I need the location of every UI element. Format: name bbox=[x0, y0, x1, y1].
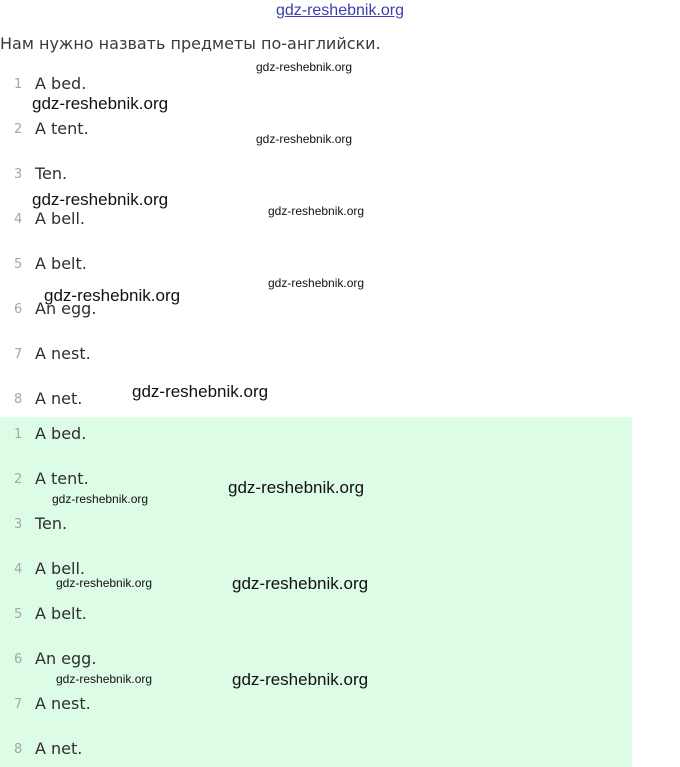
watermark: gdz-reshebnik.org bbox=[228, 478, 365, 497]
item-number: 4 bbox=[14, 212, 23, 227]
item-text: Ten. bbox=[35, 164, 68, 183]
watermark: gdz-reshebnik.org bbox=[56, 576, 153, 590]
intro-text: Нам нужно назвать предметы по-английски. bbox=[0, 34, 381, 53]
item-text: A bell. bbox=[35, 209, 86, 228]
item-number: 8 bbox=[14, 392, 23, 407]
item-number: 2 bbox=[14, 122, 23, 137]
item-number: 8 bbox=[14, 742, 23, 757]
list-item bbox=[0, 342, 400, 372]
item-number: 3 bbox=[14, 167, 23, 182]
item-text: An egg. bbox=[35, 649, 97, 668]
item-text: A tent. bbox=[35, 119, 89, 138]
item-text: A net. bbox=[35, 389, 83, 408]
item-number: 4 bbox=[14, 562, 23, 577]
list-item bbox=[0, 162, 400, 192]
item-text: A bell. bbox=[35, 559, 86, 578]
watermark: gdz-reshebnik.org bbox=[256, 60, 353, 74]
item-number: 6 bbox=[14, 652, 23, 667]
watermark: gdz-reshebnik.org bbox=[256, 132, 353, 146]
watermark: gdz-reshebnik.org bbox=[132, 382, 269, 401]
item-text: An egg. bbox=[35, 299, 97, 318]
watermark: gdz-reshebnik.org bbox=[32, 94, 169, 113]
item-number: 1 bbox=[14, 77, 23, 92]
answer-list-plain bbox=[0, 72, 632, 417]
list-item bbox=[0, 512, 400, 542]
item-text: A nest. bbox=[35, 344, 91, 363]
item-text: A nest. bbox=[35, 694, 91, 713]
list-item bbox=[0, 602, 400, 632]
item-number: 7 bbox=[14, 697, 23, 712]
watermark: gdz-reshebnik.org bbox=[32, 190, 169, 209]
item-text: A net. bbox=[35, 739, 83, 758]
watermark: gdz-reshebnik.org bbox=[56, 672, 153, 686]
list-item bbox=[0, 692, 400, 722]
item-text: A belt. bbox=[35, 604, 87, 623]
site-header-link[interactable]: gdz-reshebnik.org bbox=[275, 2, 405, 19]
item-number: 6 bbox=[14, 302, 23, 317]
item-text: A bed. bbox=[35, 74, 87, 93]
item-text: A tent. bbox=[35, 469, 89, 488]
item-text: A belt. bbox=[35, 254, 87, 273]
item-text: Ten. bbox=[35, 514, 68, 533]
item-number: 2 bbox=[14, 472, 23, 487]
watermark: gdz-reshebnik.org bbox=[52, 492, 149, 506]
item-number: 7 bbox=[14, 347, 23, 362]
watermark: gdz-reshebnik.org bbox=[268, 276, 365, 290]
item-number: 1 bbox=[14, 427, 23, 442]
watermark: gdz-reshebnik.org bbox=[232, 670, 369, 689]
item-text: A bed. bbox=[35, 424, 87, 443]
watermark: gdz-reshebnik.org bbox=[268, 204, 365, 218]
item-number: 3 bbox=[14, 517, 23, 532]
list-item bbox=[0, 737, 400, 767]
item-number: 5 bbox=[14, 257, 23, 272]
list-item bbox=[0, 422, 400, 452]
watermark: gdz-reshebnik.org bbox=[44, 286, 181, 305]
watermark: gdz-reshebnik.org bbox=[232, 574, 369, 593]
item-number: 5 bbox=[14, 607, 23, 622]
